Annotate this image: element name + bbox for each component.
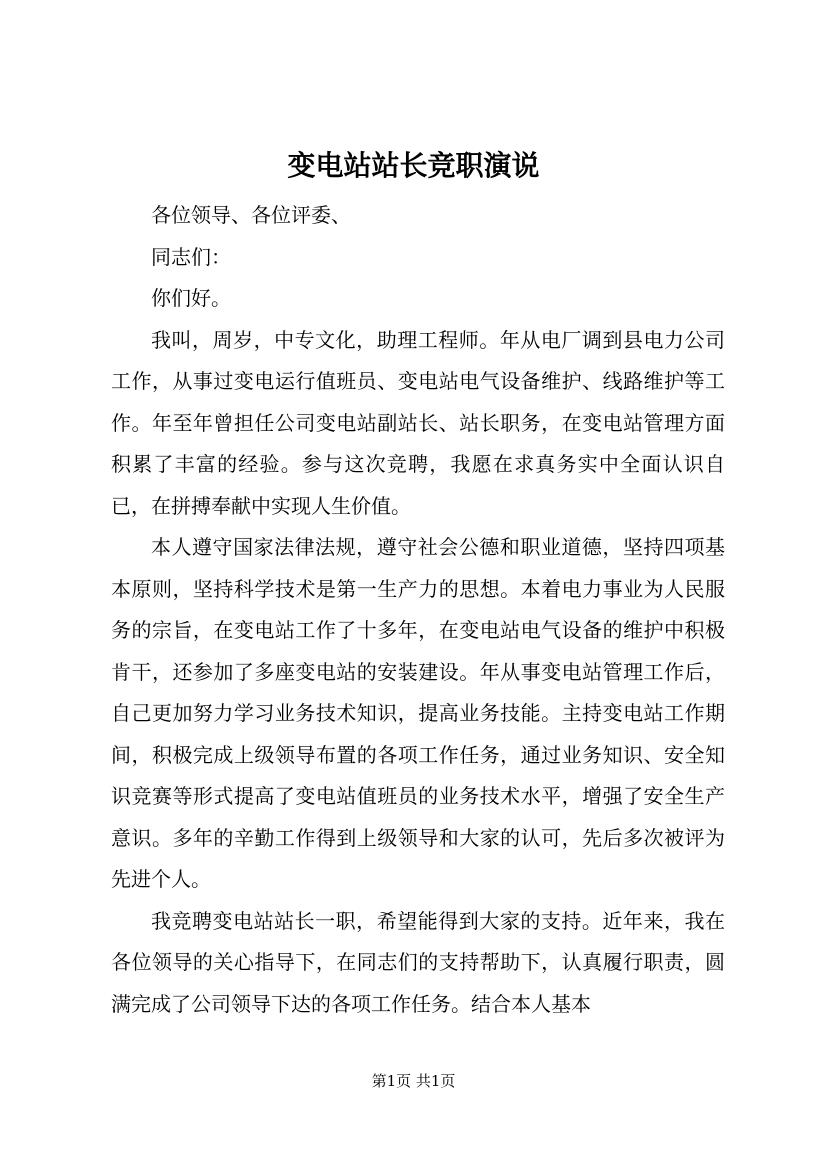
paragraph-salutation-1: 各位领导、各位评委、 xyxy=(151,203,351,227)
paragraph-greeting: 你们好。 xyxy=(151,286,231,310)
document-body xyxy=(111,195,725,1025)
paragraph-candidacy: 我竞聘变电站站长一职，希望能得到大家的支持。近年来，我在各位领导的关心指导下，在同志们的支持帮助下，认真履行职责，圆满完成了公司领导下达的各项工作任务。结合本人基本 xyxy=(111,908,725,1016)
page-footer: 第1页 共1页 xyxy=(371,1072,456,1090)
paragraph-salutation-2: 同志们： xyxy=(151,244,231,269)
paragraph-experience: 本人遵守国家法律法规，遵守社会公德和职业道德，坚持四项基本原则，坚持科学技术是第一生产力的思想。本着电力事业为人民服务的宗旨，在变电站工作了十多年，在变电站电气设备的维护中积极肯干，还参加了多座变电站的安装建设。年从事变电站管理工作后，自己更加努力学习业务技术知识，提高业务技能。主持变电站工作期间，积极完成上级领导布置的各项工作任务，通过业务知识、安全知识竞赛等形式提高了变电站值班员的业务技术水平，增强了安全生产意识。多年的辛勤工作得到上级领导和大家的认可，先后多次被评为先进个人。 xyxy=(111,535,725,891)
paragraph-introduction: 我叫，周岁，中专文化，助理工程师。年从电厂调到县电力公司工作，从事过变电运行值班员、变电站电气设备维护、线路维护等工作。年至年曾担任公司变电站副站长、站长职务，在变电站管理方面积累了丰富的经验。参与这次竞聘，我愿在求真务实中全面认识自已，在拼搏奉献中实现人生价值。 xyxy=(111,327,725,518)
document-title: 变电站站长竞职演说 xyxy=(287,149,540,182)
